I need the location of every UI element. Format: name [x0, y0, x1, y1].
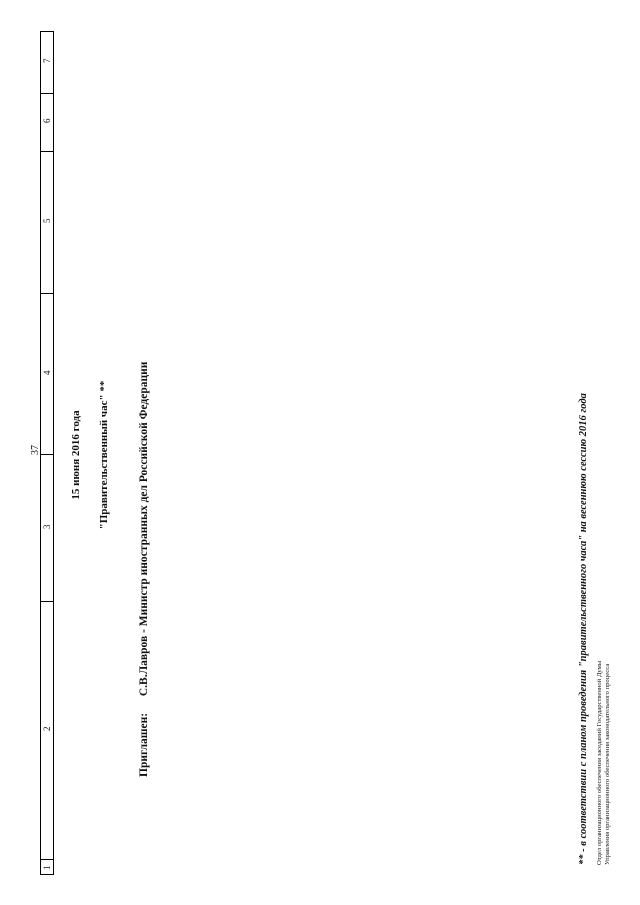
department-line: Управления организационного обеспечения законодательного процесса	[604, 663, 611, 865]
column-number: 7	[42, 58, 52, 63]
invited-line	[138, 362, 150, 777]
column-number: 1	[42, 865, 52, 870]
column-2	[41, 602, 53, 860]
column-3	[41, 455, 53, 602]
column-7	[41, 32, 53, 94]
column-1	[41, 860, 53, 874]
column-number: 3	[42, 524, 52, 529]
government-hour-title: "Правительственный час" **	[98, 380, 110, 530]
invited-label: Приглашен:	[138, 712, 150, 777]
column-number: 4	[42, 370, 52, 375]
column-number: 6	[42, 118, 52, 123]
page-number: 37	[30, 445, 41, 455]
column-number: 5	[42, 218, 52, 223]
column-5	[41, 152, 53, 294]
footnote: ** - в соответствии с планом проведения "правительственного часа" на весеннюю сессию 2016 года	[578, 393, 589, 865]
department-info	[596, 661, 612, 865]
invited-person: С.В.Лавров - Министр иностранных дел Российской Федерации	[138, 361, 150, 697]
column-6	[41, 94, 53, 152]
department-line: Отдел организационного обеспечения заседаний Государственной Думы	[596, 660, 603, 865]
session-date: 15 июня 2016 года	[70, 410, 82, 500]
column-number: 2	[42, 726, 52, 731]
column-4	[41, 294, 53, 455]
column-number-table	[40, 31, 54, 875]
